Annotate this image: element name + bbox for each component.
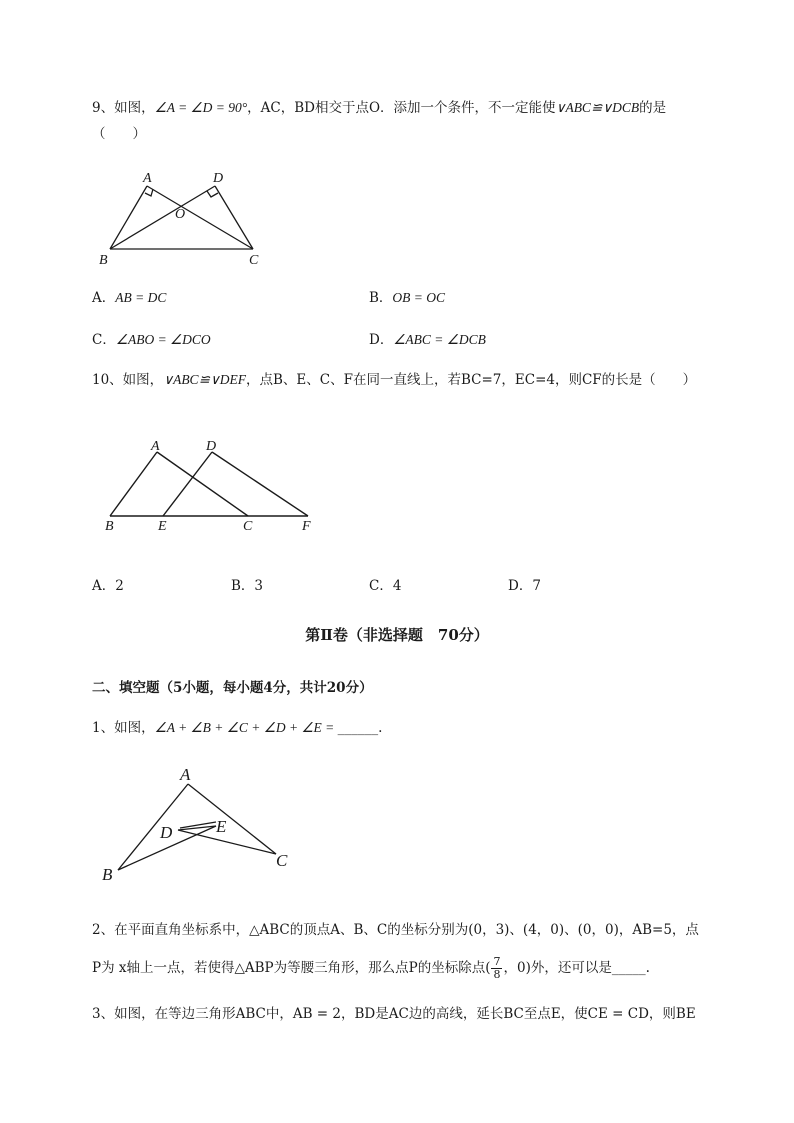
q9-label-o: O — [175, 207, 186, 222]
q9-right-angle-a — [145, 189, 153, 196]
f1-label-a: A — [180, 765, 191, 784]
q9-option-c — [92, 330, 211, 350]
q9-congruence: ∨ABC≌∨DCB — [555, 100, 640, 115]
option-label: C． — [369, 578, 393, 594]
f1-prefix: 1、如图， — [92, 720, 155, 736]
f3-stem: 3、如图，在等边三角形ABC中，AB = 2，BD是AC边的高线，延长BC至点E，使CE = CD，则BE — [92, 1006, 696, 1022]
option-text: 3 — [254, 578, 264, 594]
q9-paren: （ ） — [92, 126, 146, 142]
option-text: 4 — [392, 578, 402, 594]
q10-figure — [100, 434, 336, 538]
q9-segment-ba — [110, 186, 147, 249]
option-label: B． — [369, 290, 393, 306]
q10-option-b — [231, 576, 263, 596]
q9-suffix: 的是 — [639, 100, 667, 116]
q10-option-d — [508, 576, 541, 596]
option-text: ∠ABC = ∠DCB — [393, 332, 486, 347]
q10-segment-ba — [110, 452, 157, 516]
q10-label-f: F — [302, 519, 311, 534]
f1-label-d: D — [160, 823, 173, 842]
q9-mid: ，AC，BD相交于点O．添加一个条件，不一定能使 — [247, 100, 556, 116]
q10-label-b: B — [105, 519, 114, 534]
f2-frac-num: 7 — [493, 955, 501, 968]
option-label: A． — [92, 578, 116, 594]
f2-frac-den: 8 — [493, 968, 501, 981]
q10-segment-df — [212, 452, 308, 516]
q9-option-d — [369, 330, 486, 350]
f1-blank: ______. — [337, 720, 383, 736]
option-label: A． — [92, 290, 116, 306]
q9-condition: ∠A = ∠D = 90° — [154, 100, 248, 115]
q9-stem — [92, 98, 666, 118]
f1-figure — [98, 762, 298, 886]
q9-right-angle-d — [207, 191, 218, 197]
option-text: OB = OC — [392, 290, 446, 305]
q9-option-a — [92, 288, 166, 308]
q9-label-c: C — [249, 253, 259, 268]
f2-line1: 2、在平面直角坐标系中，△ABC的顶点A、B、C的坐标分别为(0，3)、(4，0)、(0，0)，AB=5，点 — [92, 922, 699, 938]
q9-prefix: 9、如图， — [92, 100, 155, 116]
f1-segment-ba — [118, 784, 188, 870]
q10-label-c: C — [243, 519, 253, 534]
q10-label-e: E — [158, 519, 167, 534]
f1-label-b: B — [102, 865, 113, 884]
q9-label-d: D — [213, 171, 224, 186]
f1-label-c: C — [276, 851, 288, 870]
q9-option-b — [369, 288, 445, 308]
f2-line2-b: ，0)外，还可以是_____. — [503, 960, 650, 976]
option-label: B． — [231, 578, 255, 594]
option-label: D． — [508, 578, 533, 594]
option-text: AB = DC — [115, 290, 167, 305]
option-label: C． — [92, 332, 116, 348]
q10-label-a: A — [151, 439, 160, 454]
q10-prefix: 10、如图， — [92, 372, 164, 388]
f1-stem — [92, 718, 382, 738]
q10-mid: ，点B、E、C、F在同一直线上，若BC=7，EC=4，则CF的长是（ ） — [246, 372, 697, 388]
f1-expression: ∠A + ∠B + ∠C + ∠D + ∠E = — [154, 720, 338, 735]
q9-segment-dc — [215, 186, 253, 249]
q10-option-c — [369, 576, 401, 596]
option-label: D． — [369, 332, 394, 348]
f2-line2 — [92, 954, 650, 982]
q9-label-b: B — [99, 253, 108, 268]
f1-label-e: E — [216, 817, 227, 836]
option-text: ∠ABO = ∠DCO — [115, 332, 211, 347]
q10-label-d: D — [206, 439, 217, 454]
part-title: 二、填空题（5小题，每小题4分，共计20分） — [92, 680, 373, 696]
q10-stem — [92, 370, 696, 390]
q9-figure — [95, 166, 275, 270]
q10-congruence: ∨ABC≌∨DEF — [163, 372, 247, 387]
section-title: 第Ⅱ卷（非选择题 70分） — [305, 626, 489, 644]
option-text: 2 — [115, 578, 124, 594]
f2-fraction — [491, 956, 502, 981]
f2-line2-a: P为 x轴上一点，若使得△ABP为等腰三角形，那么点P的坐标除点( — [92, 960, 491, 976]
q10-option-a — [92, 576, 124, 596]
option-text: 7 — [532, 578, 541, 594]
q9-label-a: A — [143, 171, 152, 186]
